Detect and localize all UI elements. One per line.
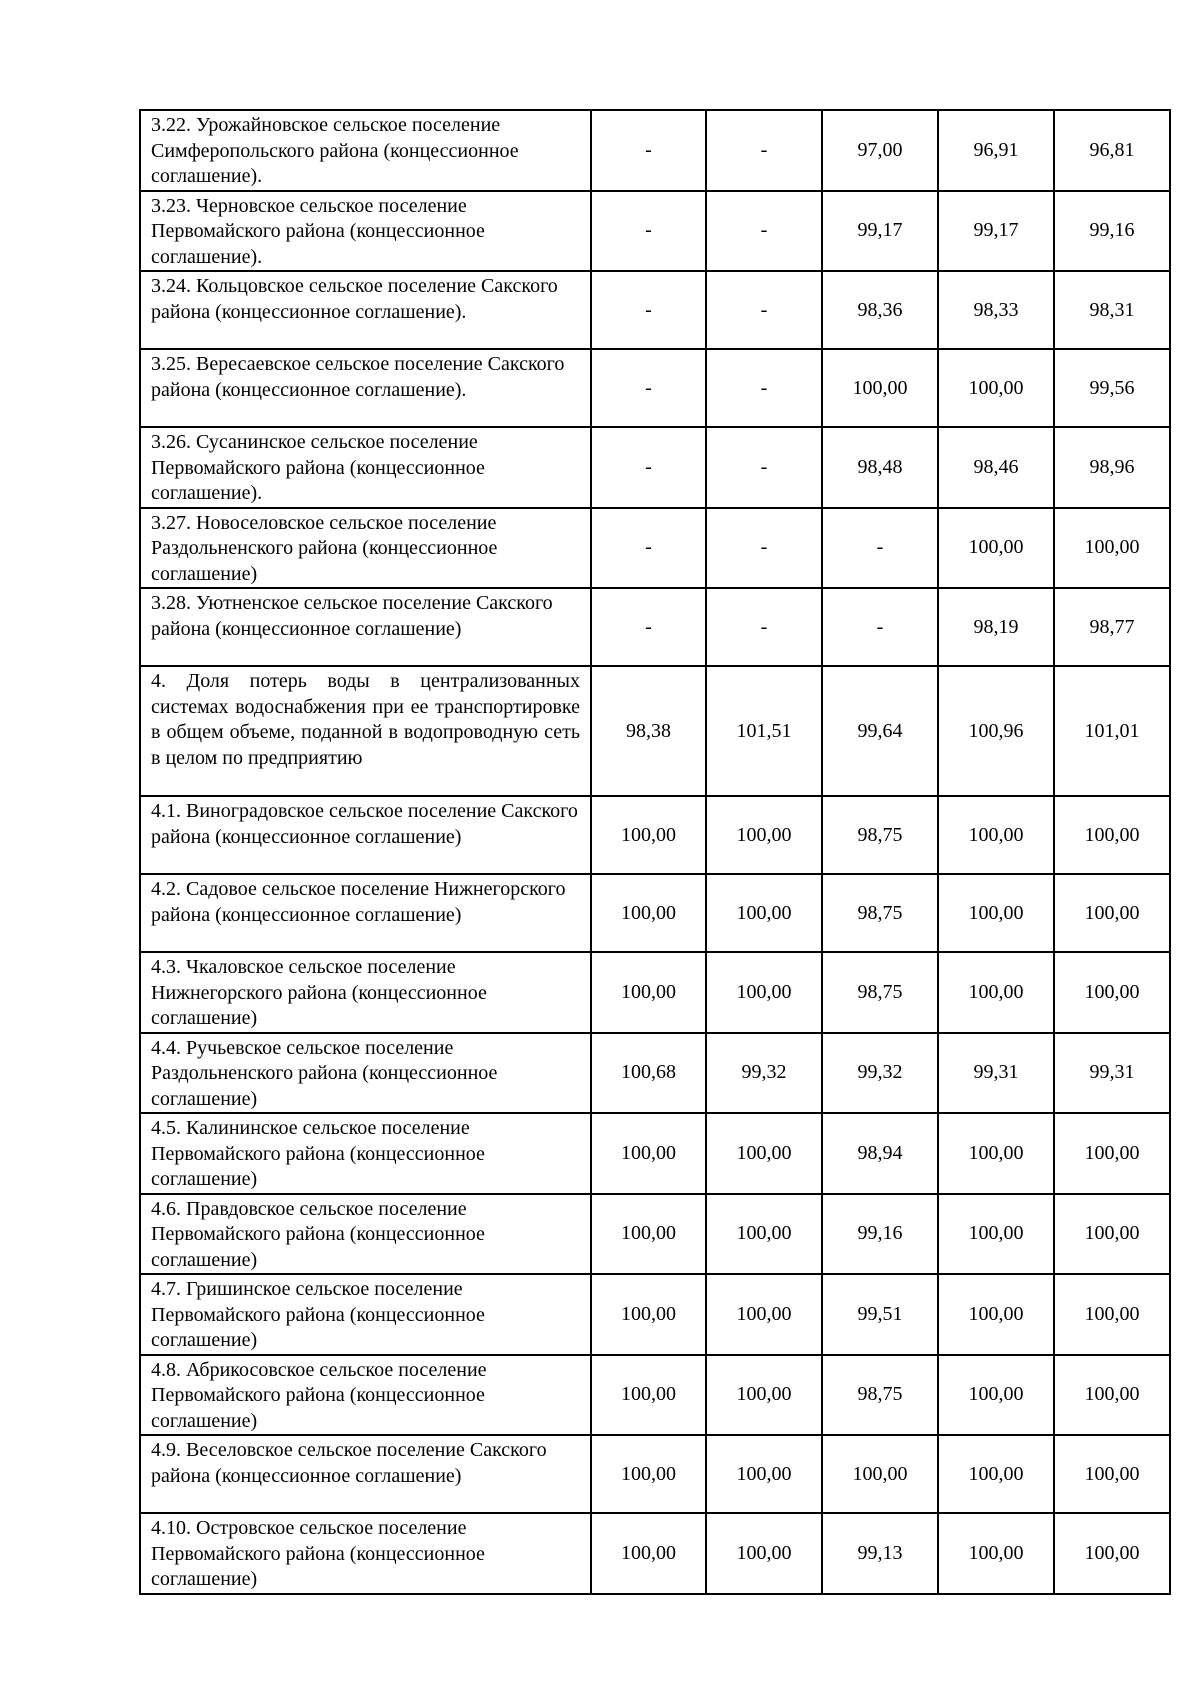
value-cell: 100,00 [1054,1194,1170,1275]
settlement-name-cell: 4.2. Садовое сельское поселение Нижнегорского района (концессионное соглашение) [140,874,591,952]
value-cell: 98,75 [822,796,938,874]
value-cell: 100,00 [591,1113,706,1194]
value-cell: 100,00 [1054,874,1170,952]
value-cell: 100,00 [938,1513,1054,1594]
settlement-name-cell: 3.28. Уютненское сельское поселение Сакского района (концессионное соглашение) [140,588,591,666]
settlement-name-cell: 4.3. Чкаловское сельское поселение Нижнегорского района (концессионное соглашение) [140,952,591,1033]
value-cell: 99,13 [822,1513,938,1594]
value-cell: 99,17 [822,191,938,272]
value-cell: 98,38 [591,666,706,796]
value-cell: - [706,427,822,508]
value-cell: 98,31 [1054,271,1170,349]
value-cell: - [591,191,706,272]
settlement-name-cell: 4.10. Островское сельское поселение Первомайского района (концессионное соглашение) [140,1513,591,1594]
value-cell: 100,00 [591,1355,706,1436]
value-cell: 100,00 [591,1435,706,1513]
value-cell: 98,33 [938,271,1054,349]
value-cell: 99,32 [822,1033,938,1114]
value-cell: 100,00 [706,1274,822,1355]
value-cell: - [591,349,706,427]
table-row [140,427,1170,508]
value-cell: 98,94 [822,1113,938,1194]
value-cell: - [822,508,938,589]
value-cell: 98,19 [938,588,1054,666]
table-row [140,1355,1170,1436]
value-cell: 100,00 [1054,1113,1170,1194]
settlement-name-cell: 3.27. Новоселовское сельское поселение Раздольненского района (концессионное соглашение) [140,508,591,589]
settlement-name-cell: 4.5. Калининское сельское поселение Первомайского района (концессионное соглашение) [140,1113,591,1194]
value-cell: 99,31 [938,1033,1054,1114]
value-cell: - [591,427,706,508]
value-cell: 100,00 [938,796,1054,874]
value-cell: 98,75 [822,952,938,1033]
value-cell: 100,00 [706,952,822,1033]
value-cell: 100,00 [938,952,1054,1033]
settlement-name-cell: 3.26. Сусанинское сельское поселение Первомайского района (концессионное соглашение). [140,427,591,508]
value-cell: 99,17 [938,191,1054,272]
table-row [140,191,1170,272]
value-cell: 100,00 [1054,1355,1170,1436]
settlement-name-cell: 4.6. Правдовское сельское поселение Первомайского района (концессионное соглашение) [140,1194,591,1275]
indicators-table [139,109,1171,1595]
table-row [140,1513,1170,1594]
value-cell: - [706,191,822,272]
settlement-name-cell: 4.8. Абрикосовское сельское поселение Первомайского района (концессионное соглашение) [140,1355,591,1436]
value-cell: 100,68 [591,1033,706,1114]
value-cell: 98,36 [822,271,938,349]
value-cell: 99,32 [706,1033,822,1114]
value-cell: 100,00 [822,1435,938,1513]
value-cell: - [706,110,822,191]
value-cell: 100,00 [1054,508,1170,589]
value-cell: 101,01 [1054,666,1170,796]
value-cell: 96,81 [1054,110,1170,191]
value-cell: 100,00 [938,1355,1054,1436]
value-cell: 99,16 [822,1194,938,1275]
value-cell: 100,00 [706,1113,822,1194]
value-cell: 100,00 [706,1194,822,1275]
table-row [140,952,1170,1033]
value-cell: 100,00 [706,1435,822,1513]
value-cell: 100,00 [822,349,938,427]
table-row [140,110,1170,191]
value-cell: 100,00 [1054,796,1170,874]
value-cell: 100,00 [938,1194,1054,1275]
settlement-name-cell: 4.9. Веселовское сельское поселение Сакского района (концессионное соглашение) [140,1435,591,1513]
value-cell: 100,00 [938,1113,1054,1194]
settlement-name-cell: 4.4. Ручьевское сельское поселение Раздольненского района (концессионное соглашение) [140,1033,591,1114]
value-cell: - [591,588,706,666]
value-cell: 99,16 [1054,191,1170,272]
value-cell: 96,91 [938,110,1054,191]
value-cell: 100,00 [591,796,706,874]
value-cell: 100,00 [938,1274,1054,1355]
value-cell: 100,00 [591,874,706,952]
value-cell: 97,00 [822,110,938,191]
settlement-name-cell: 3.25. Вересаевское сельское поселение Сакского района (концессионное соглашение). [140,349,591,427]
value-cell: 100,00 [1054,1274,1170,1355]
value-cell: 98,77 [1054,588,1170,666]
value-cell: 100,00 [938,349,1054,427]
value-cell: 100,00 [591,1513,706,1594]
value-cell: 100,00 [591,1194,706,1275]
table-row [140,796,1170,874]
value-cell: 100,00 [591,952,706,1033]
value-cell: - [822,588,938,666]
value-cell: 98,96 [1054,427,1170,508]
table-row [140,588,1170,666]
value-cell: 100,00 [591,1274,706,1355]
value-cell: 100,00 [706,1355,822,1436]
value-cell: 100,00 [938,874,1054,952]
value-cell: 99,31 [1054,1033,1170,1114]
value-cell: 100,00 [1054,1513,1170,1594]
value-cell: - [706,349,822,427]
value-cell: 100,00 [938,1435,1054,1513]
table-row [140,874,1170,952]
value-cell: 101,51 [706,666,822,796]
value-cell: 98,46 [938,427,1054,508]
settlement-name-cell: 4.7. Гришинское сельское поселение Первомайского района (концессионное соглашение) [140,1274,591,1355]
value-cell: 100,00 [1054,952,1170,1033]
value-cell: 98,48 [822,427,938,508]
settlement-name-cell: 3.22. Урожайновское сельское поселение Симферопольского района (концессионное соглашение). [140,110,591,191]
value-cell: 99,56 [1054,349,1170,427]
table-row [140,1033,1170,1114]
value-cell: 100,00 [1054,1435,1170,1513]
value-cell: 100,00 [938,508,1054,589]
table-row [140,271,1170,349]
value-cell: - [591,110,706,191]
settlement-name-cell: 3.23. Черновское сельское поселение Первомайского района (концессионное соглашение). [140,191,591,272]
value-cell: - [706,271,822,349]
table-row [140,508,1170,589]
value-cell: 100,96 [938,666,1054,796]
value-cell: 100,00 [706,874,822,952]
indicator-name-cell: 4. Доля потерь воды в централизованных системах водоснабжения при ее транспортировке в общем объеме, поданной в водопроводную сеть в целом по предприятию [140,666,591,796]
value-cell: 98,75 [822,1355,938,1436]
value-cell: 99,64 [822,666,938,796]
table-row [140,349,1170,427]
table-row [140,1113,1170,1194]
value-cell: 99,51 [822,1274,938,1355]
value-cell: - [591,271,706,349]
settlement-name-cell: 3.24. Кольцовское сельское поселение Сакского района (концессионное соглашение). [140,271,591,349]
value-cell: 98,75 [822,874,938,952]
table-row [140,666,1170,796]
table-row [140,1435,1170,1513]
value-cell: 100,00 [706,1513,822,1594]
value-cell: - [706,588,822,666]
value-cell: 100,00 [706,796,822,874]
value-cell: - [706,508,822,589]
table-row [140,1194,1170,1275]
settlement-name-cell: 4.1. Виноградовское сельское поселение Сакского района (концессионное соглашение) [140,796,591,874]
value-cell: - [591,508,706,589]
table-row [140,1274,1170,1355]
